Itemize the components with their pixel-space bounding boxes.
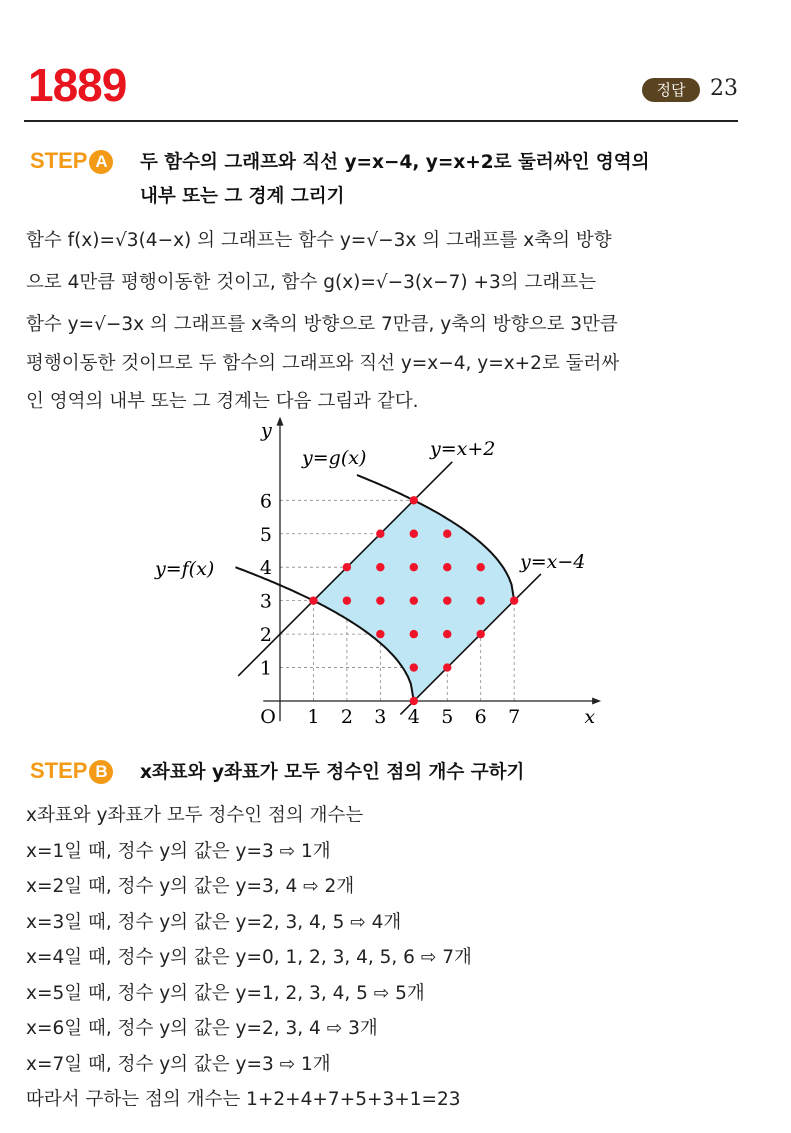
x-axis-label: x — [584, 706, 596, 728]
x-tick-label: 3 — [374, 706, 387, 728]
integer-point — [309, 596, 317, 604]
y-tick-label: 3 — [259, 590, 272, 613]
solution-line: x=5일 때, 정수 y의 값은 y=1, 2, 3, 4, 5 ⇨ 5개 — [26, 982, 425, 1004]
x-tick-label: 2 — [340, 706, 353, 728]
y-tick-label: 4 — [259, 557, 272, 580]
y-tick-label: 2 — [259, 624, 272, 647]
paragraph-line: 평행이동한 것이므로 두 함수의 그래프와 직선 y=x−4, y=x+2로 둘러싸 — [26, 353, 620, 374]
y-tick-label: 6 — [259, 490, 272, 513]
integer-point — [410, 630, 418, 638]
paragraph-line: 으로 4만큼 평행이동한 것이고, 함수 g(x)=√−3(x−7) +3의 그래프는 — [26, 272, 596, 293]
integer-point — [376, 630, 384, 638]
answer-value: 23 — [710, 76, 738, 101]
paragraph-line: 인 영역의 내부 또는 그 경계는 다음 그림과 같다. — [26, 391, 419, 412]
integer-point — [376, 563, 384, 571]
y-tick-label: 1 — [259, 657, 272, 680]
problem-number: 1889 — [28, 59, 127, 111]
solution-line: x좌표와 y좌표가 모두 정수인 점의 개수는 — [26, 805, 364, 826]
g-label: y=g(x) — [302, 447, 367, 469]
integer-point — [343, 563, 351, 571]
solution-line: x=3일 때, 정수 y의 값은 y=2, 3, 4, 5 ⇨ 4개 — [26, 911, 402, 933]
f-label: y=f(x) — [155, 558, 215, 580]
integer-point — [376, 596, 384, 604]
integer-point — [410, 496, 418, 504]
integer-point — [410, 697, 418, 705]
y-tick-label: 5 — [259, 523, 272, 546]
solution-line: x=2일 때, 정수 y의 값은 y=3, 4 ⇨ 2개 — [26, 876, 355, 897]
solution-line: x=4일 때, 정수 y의 값은 y=0, 1, 2, 3, 4, 5, 6 ⇨ 7개 — [26, 947, 472, 968]
integer-point — [477, 563, 485, 571]
step-letter: B — [89, 760, 113, 784]
integer-point — [510, 596, 518, 604]
x-tick-label: 4 — [407, 706, 420, 728]
integer-point — [343, 596, 351, 604]
line-upper-label: y=x+2 — [430, 438, 496, 460]
step-a-title-2: 내부 또는 그 경계 그리기 — [140, 186, 345, 207]
integer-point — [376, 530, 384, 538]
step-b-label — [30, 758, 113, 784]
integer-point — [443, 596, 451, 604]
y-axis-arrow-icon — [277, 417, 284, 426]
paragraph-line: 함수 y=√−3x 의 그래프를 x축의 방향으로 7만큼, y축의 방향으로 3만큼 — [26, 314, 618, 335]
step-text: STEP — [30, 758, 88, 783]
paragraph-line: 함수 f(x)=√3(4−x) 의 그래프는 함수 y=√−3x 의 그래프를 x축의 방향 — [26, 230, 612, 251]
x-axis-arrow-icon — [592, 698, 601, 705]
answer-badge: 정답 — [642, 78, 700, 102]
step-a-title-1: 두 함수의 그래프와 직선 y=x−4, y=x+2로 둘러싸인 영역의 — [140, 152, 650, 173]
step-text: STEP — [30, 148, 88, 173]
integer-point — [410, 663, 418, 671]
integer-point — [477, 630, 485, 638]
origin-label: O — [260, 706, 276, 728]
integer-point — [477, 596, 485, 604]
integer-point — [410, 563, 418, 571]
solution-line: x=7일 때, 정수 y의 값은 y=3 ⇨ 1개 — [26, 1053, 331, 1075]
x-tick-label: 6 — [474, 706, 487, 728]
integer-point — [410, 596, 418, 604]
integer-point — [443, 630, 451, 638]
x-tick-label: 1 — [307, 706, 320, 728]
line-lower-label: y=x−4 — [520, 551, 586, 573]
integer-point — [443, 663, 451, 671]
x-tick-label: 5 — [441, 706, 454, 728]
step-letter: A — [89, 150, 113, 174]
integer-point — [443, 530, 451, 538]
solution-line: x=1일 때, 정수 y의 값은 y=3 ⇨ 1개 — [26, 840, 331, 862]
integer-point — [443, 563, 451, 571]
x-tick-label: 7 — [508, 706, 521, 728]
step-b-title: x좌표와 y좌표가 모두 정수인 점의 개수 구하기 — [140, 762, 525, 783]
integer-point — [410, 530, 418, 538]
solution-line: x=6일 때, 정수 y의 값은 y=2, 3, 4 ⇨ 3개 — [26, 1018, 378, 1039]
y-axis-label: y — [261, 419, 272, 442]
solution-line: 따라서 구하는 점의 개수는 1+2+4+7+5+3+1=23 — [26, 1089, 461, 1110]
